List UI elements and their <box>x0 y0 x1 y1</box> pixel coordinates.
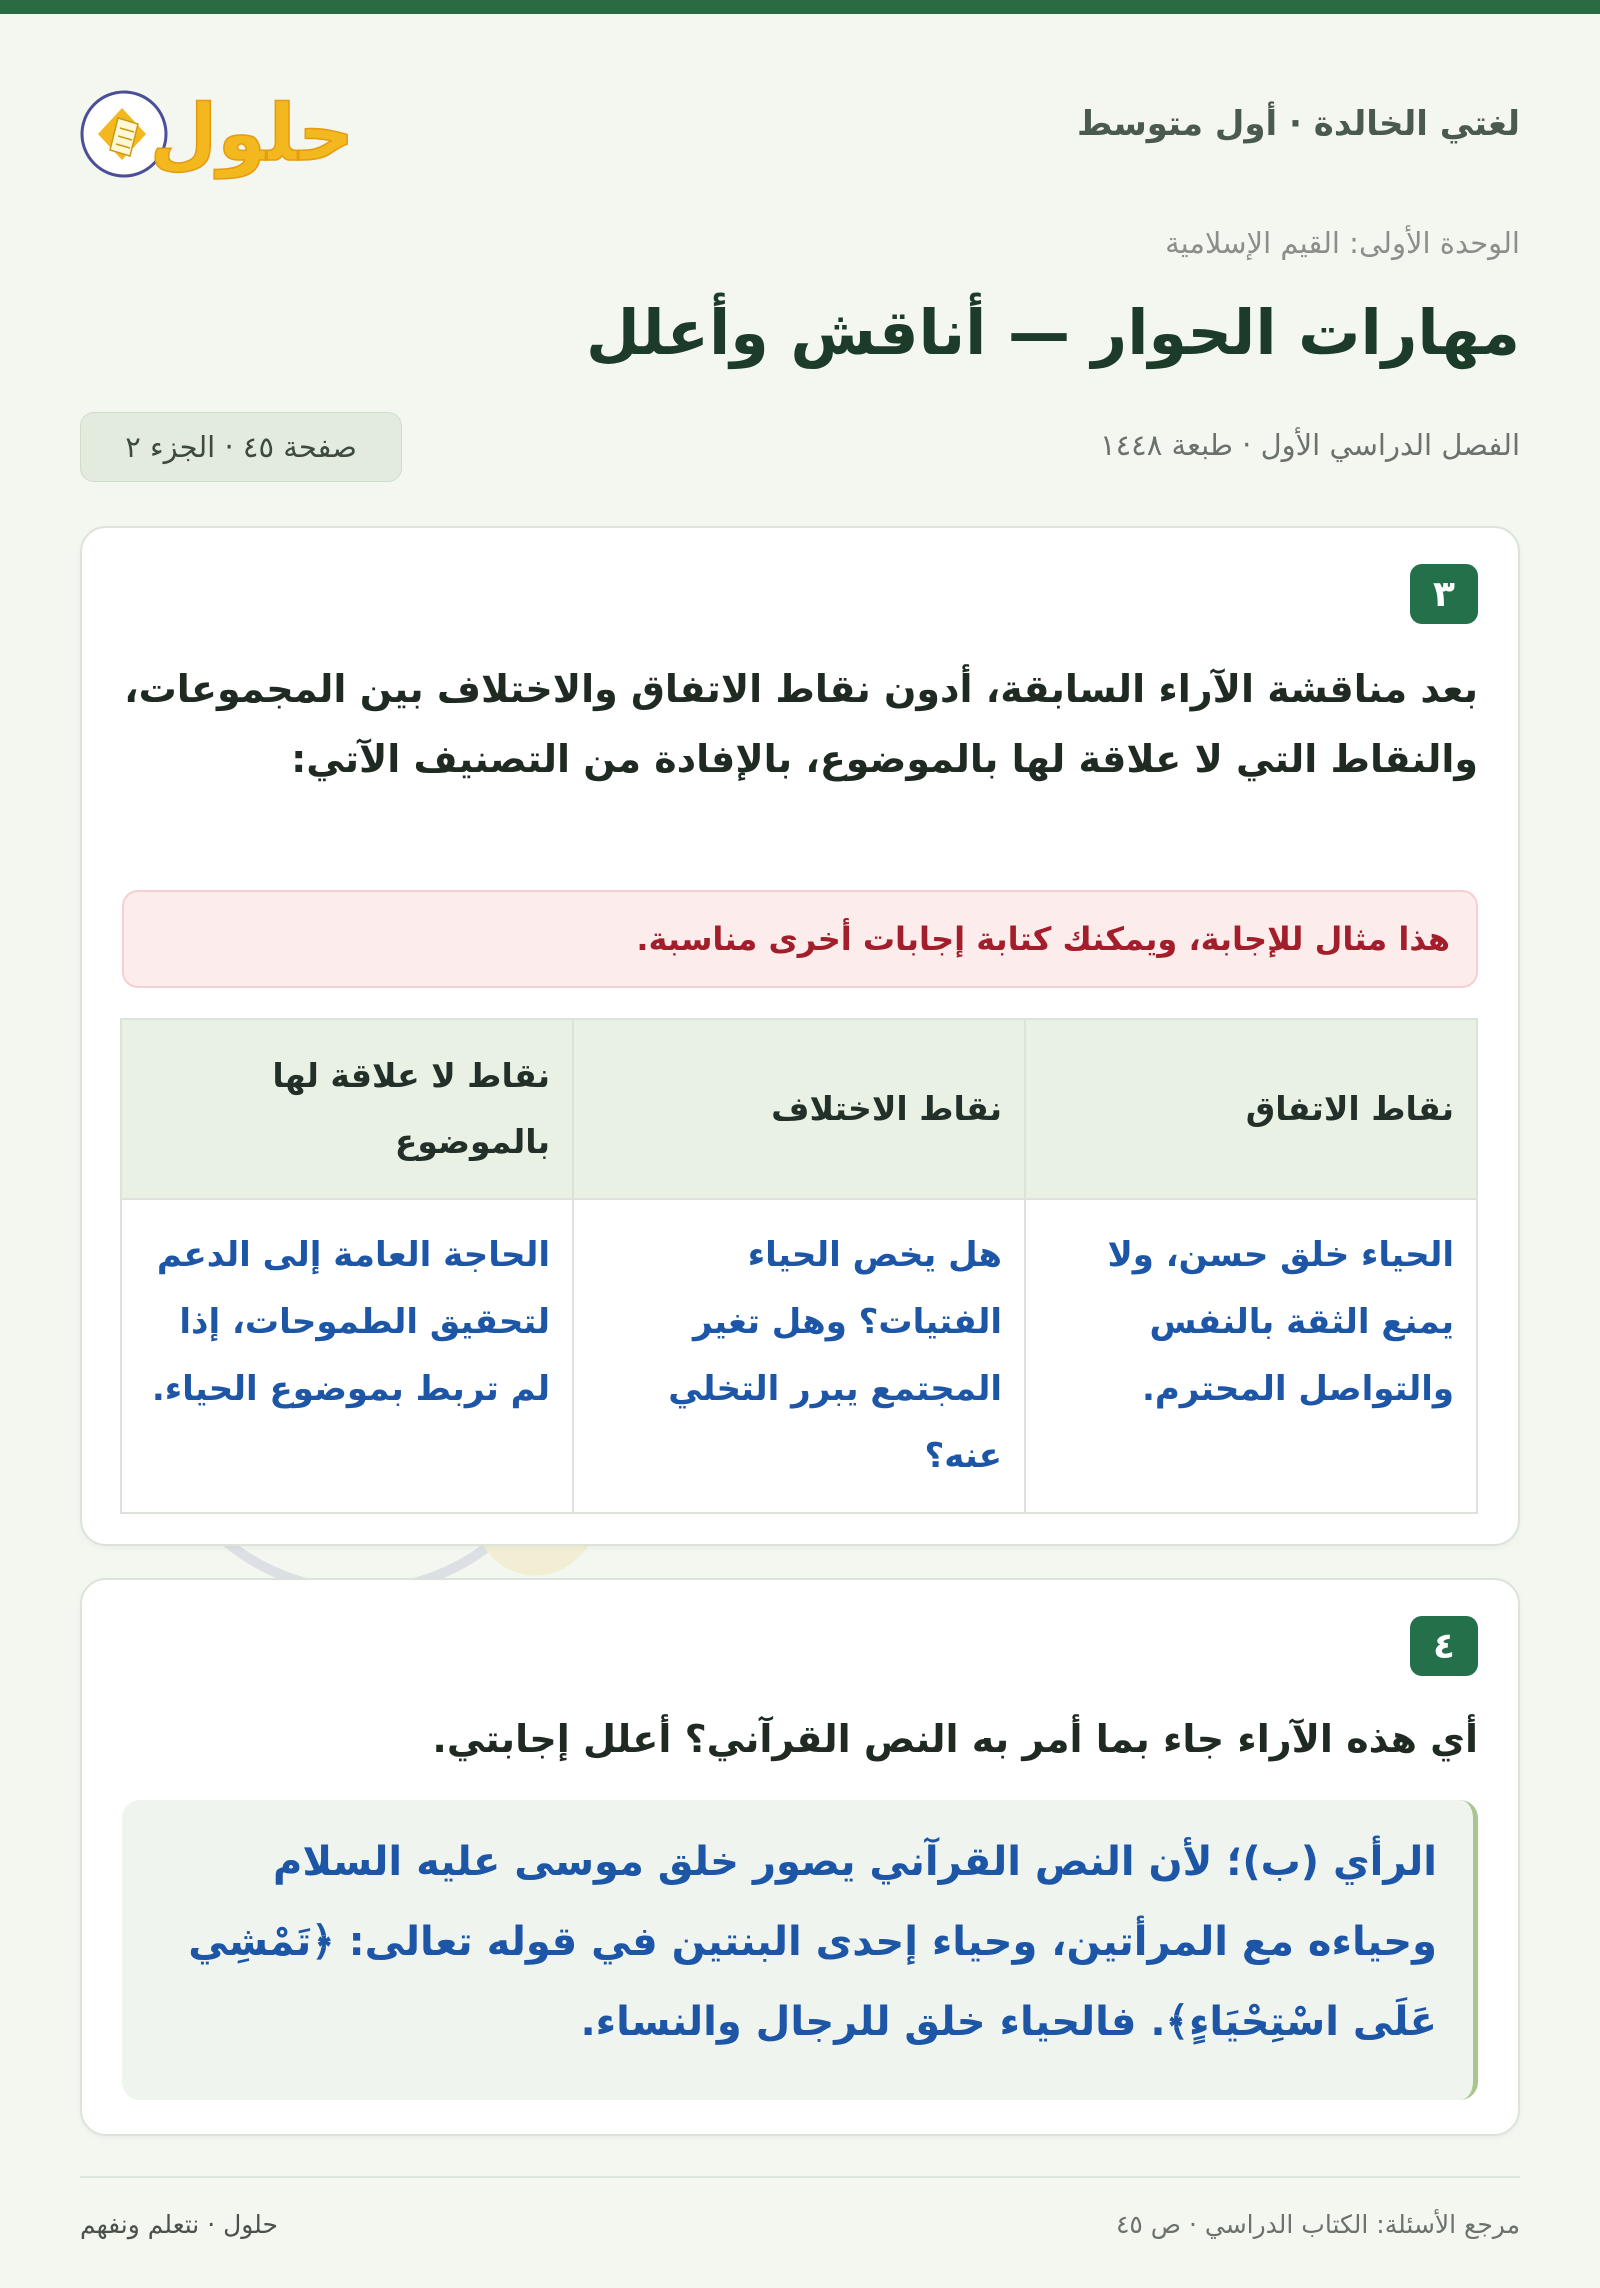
classification-table <box>120 1018 1478 1514</box>
table-row <box>121 1199 1477 1513</box>
table-cell-agreement: الحياء خلق حسن، ولا يمنع الثقة بالنفس والتواصل المحترم. <box>1025 1199 1477 1513</box>
table-header-disagreement: نقاط الاختلاف <box>573 1019 1025 1199</box>
unit-label: الوحدة الأولى: القيم الإسلامية <box>1165 226 1520 260</box>
footer-tagline: حلول · نتعلم ونفهم <box>80 2210 278 2239</box>
footer-reference: مرجع الأسئلة: الكتاب الدراسي · ص ٤٥ <box>1115 2210 1520 2239</box>
table-cell-disagreement: هل يخص الحياء الفتيات؟ وهل تغير المجتمع يبرر التخلي عنه؟ <box>573 1199 1025 1513</box>
table-header-agreement: نقاط الاتفاق <box>1025 1019 1477 1199</box>
question-text: بعد مناقشة الآراء السابقة، أدون نقاط الاتفاق والاختلاف بين المجموعات، والنقاط التي لا علاقة لها بالموضوع، بالإفادة من التصنيف الآتي: <box>124 667 1478 781</box>
page-header <box>80 64 1520 184</box>
footer-divider <box>80 2176 1520 2178</box>
table-header-row <box>121 1019 1477 1199</box>
answer-box: الرأي (ب)؛ لأن النص القرآني يصور خلق موسى عليه السلام وحياءه مع المرأتين، وحياء إحدى البنتين في قوله تعالى: ﴿تَمْشِي عَلَى اسْتِحْيَاءٍ﴾. فالحياء خلق للرجال والنساء. <box>122 1800 1478 2100</box>
top-accent-bar <box>0 0 1600 14</box>
question-number-badge: ٤ <box>1410 1616 1478 1676</box>
subject-label: لغتي الخالدة · أول متوسط <box>1076 104 1520 144</box>
page-title: مهارات الحوار — أناقش وأعلل <box>585 296 1520 369</box>
question-card-4 <box>80 1578 1520 2136</box>
question-text: أي هذه الآراء جاء بما أمر به النص القرآني؟ أعلل إجابتي. <box>432 1717 1478 1761</box>
table-cell-irrelevant: الحاجة العامة إلى الدعم لتحقيق الطموحات، إذا لم تربط بموضوع الحياء. <box>121 1199 573 1513</box>
logo-wordmark: حلول <box>149 89 355 179</box>
page-badge: صفحة ٤٥ · الجزء ٢ <box>80 412 402 482</box>
question-card-3 <box>80 526 1520 1546</box>
question-number-badge: ٣ <box>1410 564 1478 624</box>
halool-logo[interactable] <box>80 64 360 184</box>
semester-meta: الفصل الدراسي الأول · طبعة ١٤٤٨ <box>1100 428 1520 462</box>
sample-answer-notice: هذا مثال للإجابة، ويمكنك كتابة إجابات أخرى مناسبة. <box>122 890 1478 988</box>
table-header-irrelevant: نقاط لا علاقة لها بالموضوع <box>121 1019 573 1199</box>
